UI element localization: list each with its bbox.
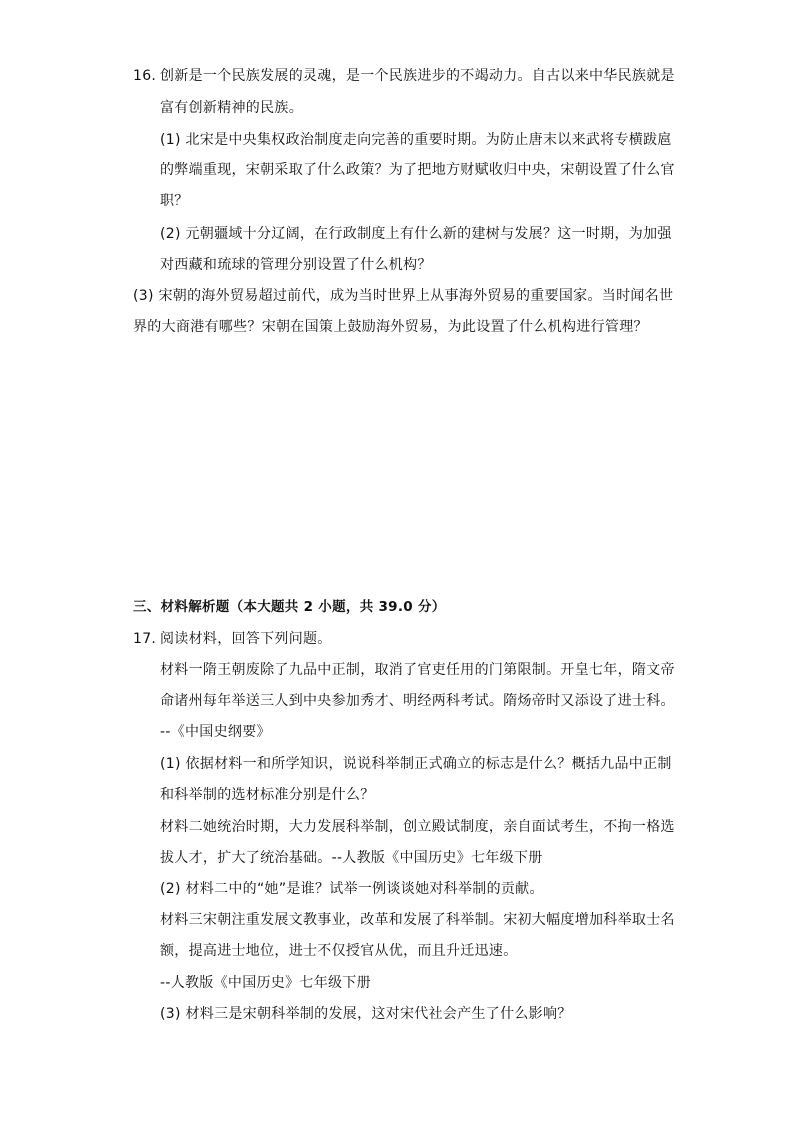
sub-question-1: 的弊端重现，宋朝采取了什么政策？为了把地方财赋收归中央，宋朝设置了什么官 [160, 162, 675, 178]
material-1: 命诸州每年举送三人到中央参加秀才、明经两科考试。隋炀帝时又添设了进士科。 [160, 693, 675, 709]
material-1-source: --《中国史纲要》 [160, 724, 271, 740]
material-2: 拔人才，扩大了统治基础。--人教版《中国历史》七年级下册 [160, 850, 543, 866]
question-number: 17. [133, 631, 157, 647]
sub-question-3: (3) 宋朝的海外贸易超过前代，成为当时世界上从事海外贸易的重要国家。当时闻名世 [133, 288, 674, 304]
material-3: 额，提高进士地位，进士不仅授官从优，而且升迁迅速。 [160, 943, 518, 959]
sub-question-1: 和科举制的选材标准分别是什么？ [160, 787, 375, 803]
sub-question-2: (2) 材料二中的“她”是谁？试举一例谈谈她对科举制的贡献。 [160, 881, 544, 897]
material-3: 材料三宋朝注重发展文教事业，改革和发展了科举制。宋初大幅度增加科举取士名 [160, 912, 675, 928]
sub-question-1: (1) 北宋是中央集权政治制度走向完善的重要时期。为防止唐末以来武将专横跋扈 [160, 132, 672, 148]
sub-question-2: 对西藏和琉球的管理分别设置了什么机构？ [160, 257, 432, 273]
question-stem: 阅读材料，回答下列问题。 [160, 631, 332, 647]
sub-question-3: (3) 材料三是宋朝科举制的发展，这对宋代社会产生了什么影响？ [160, 1006, 572, 1022]
sub-question-1: (1) 依据材料一和所学知识，说说科举制正式确立的标志是什么？概括九品中正制 [160, 756, 672, 772]
question-stem: 创新是一个民族发展的灵魂，是一个民族进步的不竭动力。自古以来中华民族就是 [160, 68, 675, 84]
section-heading: 三、材料解析题（本大题共 2 小题，共 39.0 分） [133, 599, 446, 615]
material-3-source: --人教版《中国历史》七年级下册 [160, 975, 371, 991]
material-2: 材料二她统治时期，大力发展科举制，创立殿试制度，亲自面试考生，不拘一格选 [160, 819, 675, 835]
material-1: 材料一隋王朝废除了九品中正制，取消了官吏任用的门第限制。开皇七年，隋文帝 [160, 662, 675, 678]
sub-question-2: (2) 元朝疆域十分辽阔，在行政制度上有什么新的建树与发展？这一时期，为加强 [160, 226, 672, 242]
question-number: 16. [133, 68, 157, 84]
question-stem: 富有创新精神的民族。 [160, 100, 303, 116]
sub-question-1: 职？ [160, 193, 189, 209]
sub-question-3: 界的大商港有哪些？宋朝在国策上鼓励海外贸易，为此设置了什么机构进行管理？ [133, 319, 648, 335]
